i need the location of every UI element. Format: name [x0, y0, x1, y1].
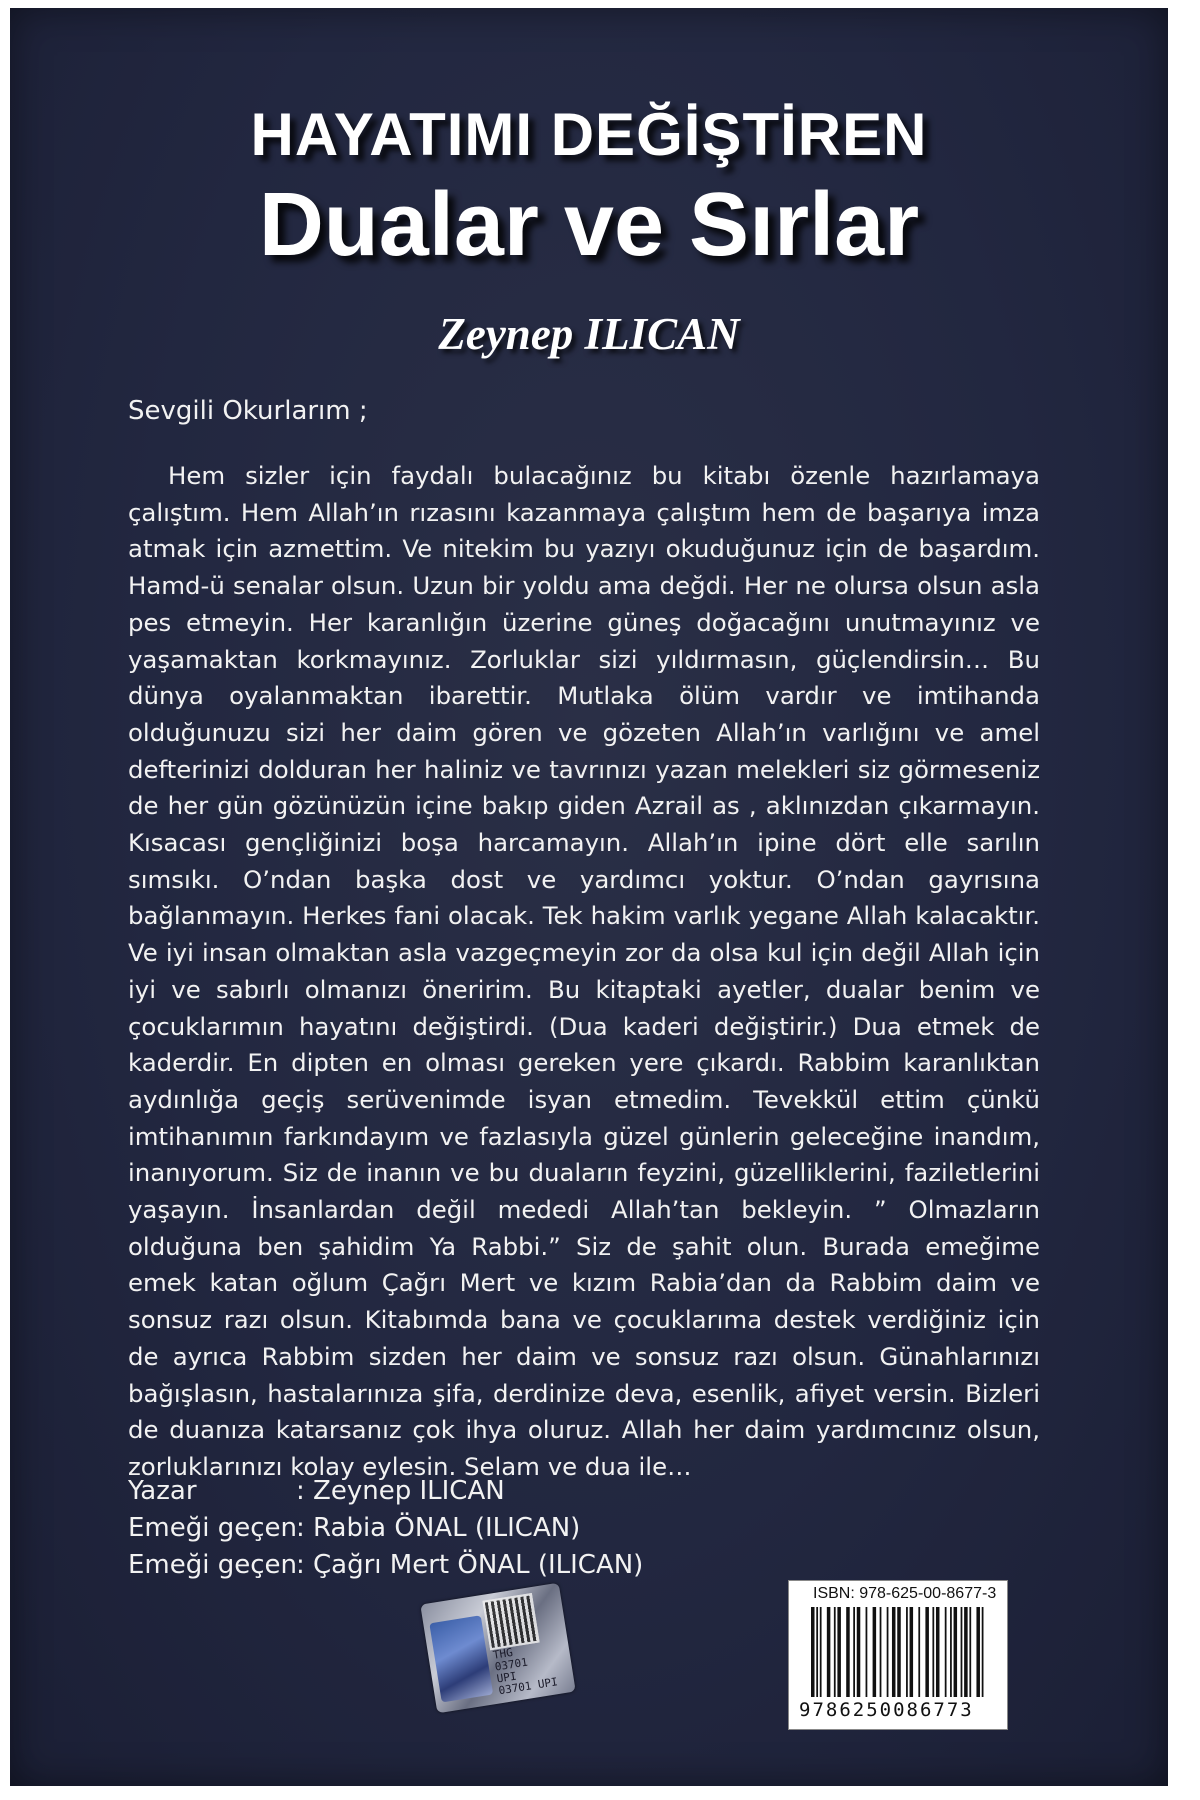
barcode-bar	[932, 1607, 934, 1697]
barcode-bar	[811, 1607, 815, 1697]
barcode-bar	[837, 1607, 841, 1697]
credit-value: : Rabia ÖNAL (ILICAN)	[296, 1513, 581, 1543]
credit-row-contributor	[128, 1510, 643, 1547]
barcode-bar	[950, 1607, 952, 1697]
title-line-2: Dualar ve Sırlar	[258, 175, 920, 275]
credit-label: Emeği geçen	[128, 1513, 298, 1543]
body-text: Hem sizler için faydalı bulacağınız bu kitabı özenle hazırlamaya çalıştım. Hem Allah’ın rızasını kazanmaya çalıştım hem de başarıya imza atmak için azmettim. Ve nitekim bu yazıyı okuduğunuz için de başardım. Hamd-ü senalar olsun. Uzun bir yoldu ama değdi. Her ne olursa olsun asla pes etmeyin. Her karanlığın üzerine güneş doğacağını unutmayınız ve yaşamaktan korkmayınız. Zorluklar sizi yıldırmasın, güçlendirsin… Bu dünya oyalanmaktan ibarettir. Mutlaka ölüm vardır ve imtihanda olduğunuzu sizi her daim gören ve gözeten Allah’ın varlığını ve amel defterinizi dolduran her haliniz ve tavrınızı yazan melekleri siz görmeseniz de her gün gözünüzün içine bakıp giden Azrail as , aklınızdan çıkarmayın. Kısacası gençliğinizi boşa harcamayın. Allah’ın ipine dört elle sarılın sımsıkı. O’ndan başka dost ve yardımcı yoktur. O’ndan gayrısına bağlanmayın. Herkes fani olacak. Tek hakim varlık yegane Allah kalacaktır. Ve iyi insan olmaktan asla vazgeçmeyin zor da olsa kul için değil Allah için iyi ve sabırlı olmanızı öneririm. Bu kitaptaki ayetler, dualar benim ve çocuklarımın hayatını değiştirdi. (Dua kaderi değiştirir.) Dua etmek de kaderdir. En dipten en olması gereken yere çıkardı. Rabbim karanlıktan aydınlığa geçiş serüvenimde isyan etmedim. Tevekkül ettim çünkü imtihanımın farkındayım ve fazlasıyla güzel günlerin geleceğine inandım, inanıyorum. Siz de inanın ve bu duaların feyzini, güzelliklerini, faziletlerini yaşayın. İnsanlardan değil mededi Allah’tan bekleyin. ” Olmazların olduğuna ben şahidim Ya Rabbi.” Siz de şahit olun. Burada emeğime emek katan oğlum Çağrı Mert ve kızım Rabia’dan da Rabbim daim ve sonsuz razı olsun. Kitabımda bana ve çocuklarıma destek verdiğiniz için de ayrıca Rabbim sizden her daim ve sonsuz razı olsun. Günahlarınızı bağışlasın, hastalarınıza şifa, derdinize deva, esenlik, afiyet versin. Bizleri de duanıza katarsanız çok ihya oluruz. Allah her daim yardımcınız olsun, zorluklarınızı kolay eylesin. Selam ve dua ile…	[128, 461, 1040, 1481]
book-back-cover	[10, 8, 1168, 1786]
greeting: Sevgili Okurlarım ;	[128, 396, 368, 426]
isbn-label: ISBN: 978-625-00-8677-3	[813, 1585, 997, 1602]
barcode-bar	[961, 1607, 963, 1697]
barcode-bar	[969, 1607, 971, 1697]
credit-label: Yazar	[128, 1476, 197, 1506]
barcode-bar	[887, 1607, 889, 1697]
hologram-emblem-icon	[429, 1615, 493, 1702]
barcode-bar	[857, 1607, 861, 1697]
barcode-bar	[976, 1607, 980, 1697]
hologram-sticker	[420, 1583, 575, 1714]
barcode-bar	[964, 1607, 968, 1697]
barcode-bar	[816, 1607, 818, 1697]
barcode-bar	[925, 1607, 929, 1697]
credit-value: : Zeynep ILICAN	[296, 1476, 505, 1506]
barcode-bar	[846, 1607, 850, 1697]
barcode-bar	[897, 1607, 901, 1697]
barcode-bar	[853, 1607, 855, 1697]
barcode-bar	[982, 1607, 984, 1697]
author-name: Zeynep ILICAN	[438, 309, 740, 359]
barcode-bar	[820, 1607, 822, 1697]
isbn-barcode-box	[788, 1580, 1008, 1730]
barcode-bar	[910, 1607, 914, 1697]
barcode-icon	[811, 1607, 987, 1697]
barcode-bar	[873, 1607, 877, 1697]
title-line-1: HAYATIMI DEĞİŞTİREN	[250, 101, 928, 168]
qr-code-icon	[482, 1593, 539, 1650]
credit-label: Emeği geçen	[128, 1550, 298, 1580]
barcode-bar	[945, 1607, 947, 1697]
credit-row-author	[128, 1473, 643, 1510]
credit-value: : Çağrı Mert ÖNAL (ILICAN)	[296, 1550, 644, 1580]
barcode-bar	[892, 1607, 896, 1697]
barcode-bar	[827, 1607, 831, 1697]
hologram-code: THG 03701 UPI 03701 UPI	[492, 1645, 559, 1698]
credit-row-contributor	[128, 1547, 643, 1584]
barcode-digits: 9786250086773	[799, 1699, 974, 1721]
barcode-bar	[866, 1607, 868, 1697]
barcode-bar	[918, 1607, 920, 1697]
credits-block	[128, 1473, 643, 1584]
barcode-bar	[906, 1607, 908, 1697]
barcode-bar	[936, 1607, 940, 1697]
barcode-bar	[834, 1607, 836, 1697]
barcode-bar	[954, 1607, 958, 1697]
barcode-bar	[880, 1607, 882, 1697]
